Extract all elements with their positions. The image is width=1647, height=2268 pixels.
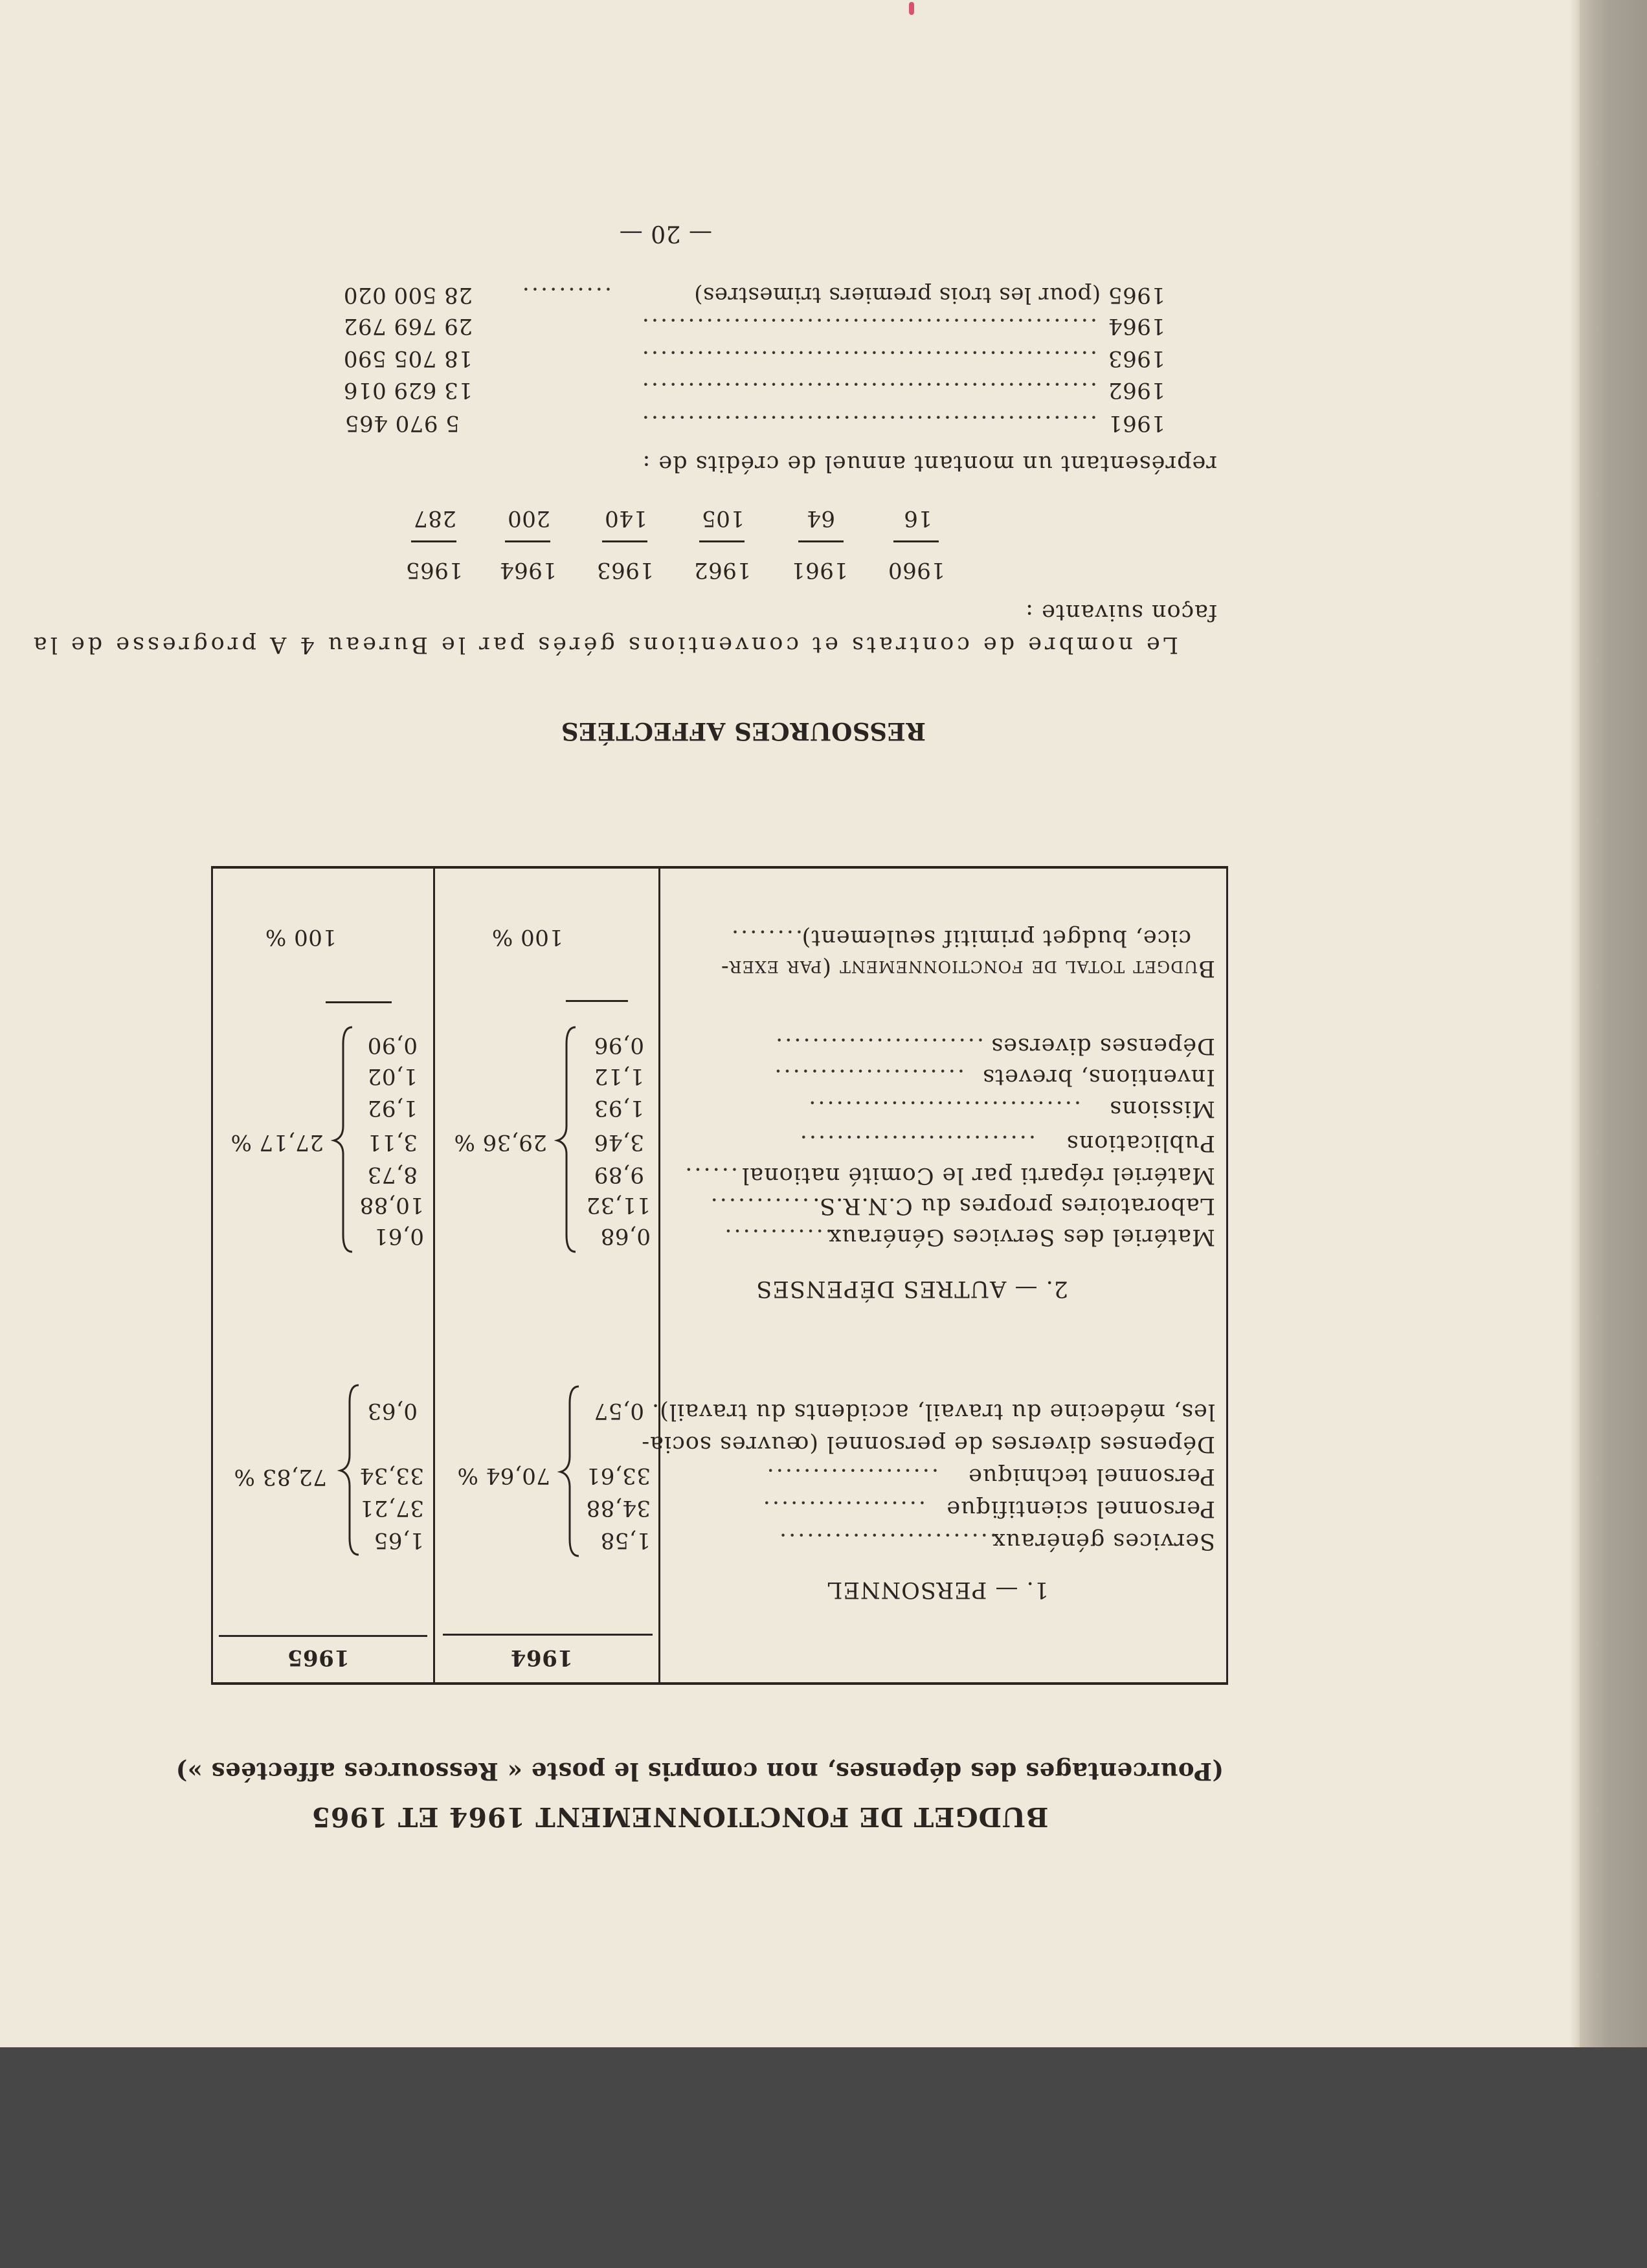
- budget-total-1964: 100 %: [491, 924, 563, 950]
- value-1965: 1,92: [367, 1095, 418, 1121]
- table-top-rule: [211, 1682, 1228, 1685]
- section-heading-autres-depenses: 2. — AUTRES DÉPENSES: [756, 1276, 1068, 1302]
- subtotal-personnel-1965: 72,83 %: [234, 1464, 327, 1490]
- ressources-paragraph-continued: façon suivante :: [1025, 599, 1217, 625]
- year-label: 1962: [693, 557, 751, 583]
- credit-amount: 13 629 016: [343, 377, 473, 403]
- dot-leader: ...................: [765, 1463, 939, 1489]
- value-1964: 11,32: [586, 1192, 651, 1218]
- header-rule-1965: [219, 1635, 427, 1637]
- value-1965: 0,61: [374, 1223, 424, 1249]
- ressources-paragraph: Le nombre de contrats et conventions gérés par le Bureau 4 A progresse de la: [30, 632, 1178, 658]
- contract-count: 64: [806, 506, 835, 531]
- row-label: Inventions, brevets: [982, 1064, 1215, 1090]
- value-1964: 0,96: [594, 1032, 644, 1058]
- year-label: 1963: [596, 557, 654, 583]
- column-header-1965: 1965: [287, 1645, 350, 1671]
- contract-count: 140: [604, 506, 647, 531]
- year-rule: [893, 540, 939, 542]
- dot-leader: ..................................................: [640, 377, 1097, 403]
- dot-leader: ........: [729, 925, 803, 951]
- year-label: 1964: [499, 557, 557, 583]
- credit-year: 1965 (pour les trois premiers trimestres): [693, 282, 1165, 308]
- column-header-1964: 1964: [510, 1645, 573, 1671]
- table-left-border: [1226, 867, 1228, 1685]
- dot-leader: ..........................: [798, 1130, 1036, 1156]
- credit-amount: 28 500 020: [343, 282, 473, 308]
- subtotal-autres-1964: 29,36 %: [454, 1129, 547, 1155]
- row-label-continued: les, médecine du travail, accidents du travail).: [651, 1399, 1215, 1425]
- page-title: BUDGET DE FONCTIONNEMENT 1964 ET 1965: [311, 1801, 1049, 1832]
- contract-count: 105: [701, 506, 745, 531]
- brace-autres-1964: [554, 1025, 579, 1254]
- credit-year: 1961: [1108, 410, 1165, 436]
- section-heading-ressources: RESSOURCES AFFECTÉES: [561, 717, 926, 746]
- credits-intro: représentant un montant annuel de crédits de :: [642, 450, 1217, 476]
- year-rule: [798, 540, 844, 542]
- year-label: 1965: [405, 557, 463, 583]
- page-edge-shadow: [1580, 0, 1647, 2047]
- row-label: Dépenses diverses: [991, 1033, 1215, 1059]
- subtotal-autres-1965: 27,17 %: [230, 1129, 324, 1155]
- year-label: 1961: [790, 557, 848, 583]
- dot-leader: .......................: [774, 1033, 984, 1059]
- dot-leader: ..............................: [807, 1096, 1081, 1122]
- paper-edge: [1569, 0, 1580, 2047]
- year-label: 1960: [888, 557, 945, 583]
- credit-amount: 18 705 590: [343, 346, 473, 372]
- row-label: Dépenses diverses de personnel (œuvres socia-: [641, 1431, 1215, 1457]
- column-divider-1965: [433, 867, 435, 1685]
- row-label: Missions: [1109, 1096, 1215, 1122]
- budget-total-1965: 100 %: [265, 924, 337, 950]
- contract-count: 16: [903, 506, 932, 531]
- value-1965: 0,63: [367, 1398, 418, 1424]
- value-1965: 37,21: [359, 1495, 424, 1521]
- row-label: Matériel des Services Généraux: [827, 1224, 1215, 1250]
- year-rule: [505, 540, 550, 542]
- value-1965: 0,90: [367, 1032, 418, 1058]
- dot-leader: ......: [683, 1162, 738, 1188]
- brace-personnel-1965: [337, 1383, 363, 1557]
- dot-leader: ..................................................: [640, 410, 1097, 436]
- value-1964: 1,12: [594, 1063, 644, 1089]
- dot-leader: ........................: [777, 1528, 997, 1554]
- ink-mark: [909, 2, 914, 15]
- budget-total-label-continued: cice, budget primitif seulement): [801, 925, 1191, 951]
- value-1964: 1,58: [600, 1528, 651, 1553]
- value-1964: 34,88: [586, 1495, 651, 1521]
- value-1965: 1,02: [367, 1063, 418, 1089]
- row-label: Laboratoires propres du C.N.R.S.: [812, 1193, 1215, 1219]
- value-1965: 3,11: [367, 1129, 418, 1155]
- dot-leader: ..................: [761, 1496, 926, 1522]
- page-number: — 20 —: [619, 220, 712, 247]
- total-rule-1964: [566, 1000, 628, 1002]
- brace-autres-1965: [330, 1025, 356, 1254]
- budget-total-label: Budget total de fonctionnement (par exer-: [720, 955, 1215, 981]
- header-rule-1964: [443, 1634, 653, 1636]
- value-1964: 1,93: [594, 1095, 644, 1121]
- value-1965: 33,34: [359, 1463, 424, 1489]
- table-right-border: [211, 867, 213, 1685]
- credit-year: 1963: [1108, 346, 1165, 372]
- credit-amount: 29 769 792: [343, 313, 473, 339]
- value-1964: 9,89: [594, 1162, 644, 1188]
- total-rule-1965: [326, 1001, 392, 1003]
- row-label: Publications: [1066, 1130, 1215, 1156]
- dot-leader: ..................................................: [640, 313, 1097, 339]
- dot-leader: ..................................................: [640, 346, 1097, 372]
- credit-year: 1964: [1108, 313, 1165, 339]
- value-1964: 3,46: [594, 1129, 644, 1155]
- credit-year: 1962: [1108, 377, 1165, 403]
- contract-count: 287: [413, 506, 456, 531]
- dot-leader: .....................: [772, 1064, 965, 1090]
- subtotal-personnel-1964: 70,64 %: [457, 1463, 550, 1489]
- value-1964: 0,68: [600, 1223, 651, 1249]
- row-label: Personnel technique: [968, 1463, 1215, 1489]
- brace-personnel-1964: [557, 1384, 583, 1559]
- year-rule: [699, 540, 745, 542]
- value-1964: 0,57: [594, 1398, 644, 1424]
- page-subtitle: (Pourcentages des dépenses, non compris le poste « Ressources affectées »): [175, 1757, 1224, 1786]
- value-1965: 10,88: [359, 1192, 424, 1218]
- row-label: Personnel scientifique: [946, 1496, 1215, 1522]
- dot-leader: ..........: [520, 282, 612, 308]
- row-label: Matériel réparti par le Comité national: [741, 1162, 1215, 1188]
- section-heading-personnel: 1. — PERSONNEL: [827, 1577, 1049, 1603]
- credit-amount: 5 970 465: [344, 410, 460, 436]
- table-bottom-rule: [211, 866, 1228, 869]
- value-1965: 8,73: [367, 1162, 418, 1188]
- value-1965: 1,65: [374, 1528, 424, 1553]
- dot-leader: ...........: [708, 1193, 809, 1219]
- dot-leader: .............: [723, 1224, 842, 1250]
- year-rule: [411, 540, 456, 542]
- column-divider-1964: [658, 867, 660, 1685]
- year-rule: [602, 540, 647, 542]
- value-1964: 33,61: [586, 1463, 651, 1489]
- row-label: Services généraux: [991, 1528, 1215, 1554]
- contract-count: 200: [507, 506, 550, 531]
